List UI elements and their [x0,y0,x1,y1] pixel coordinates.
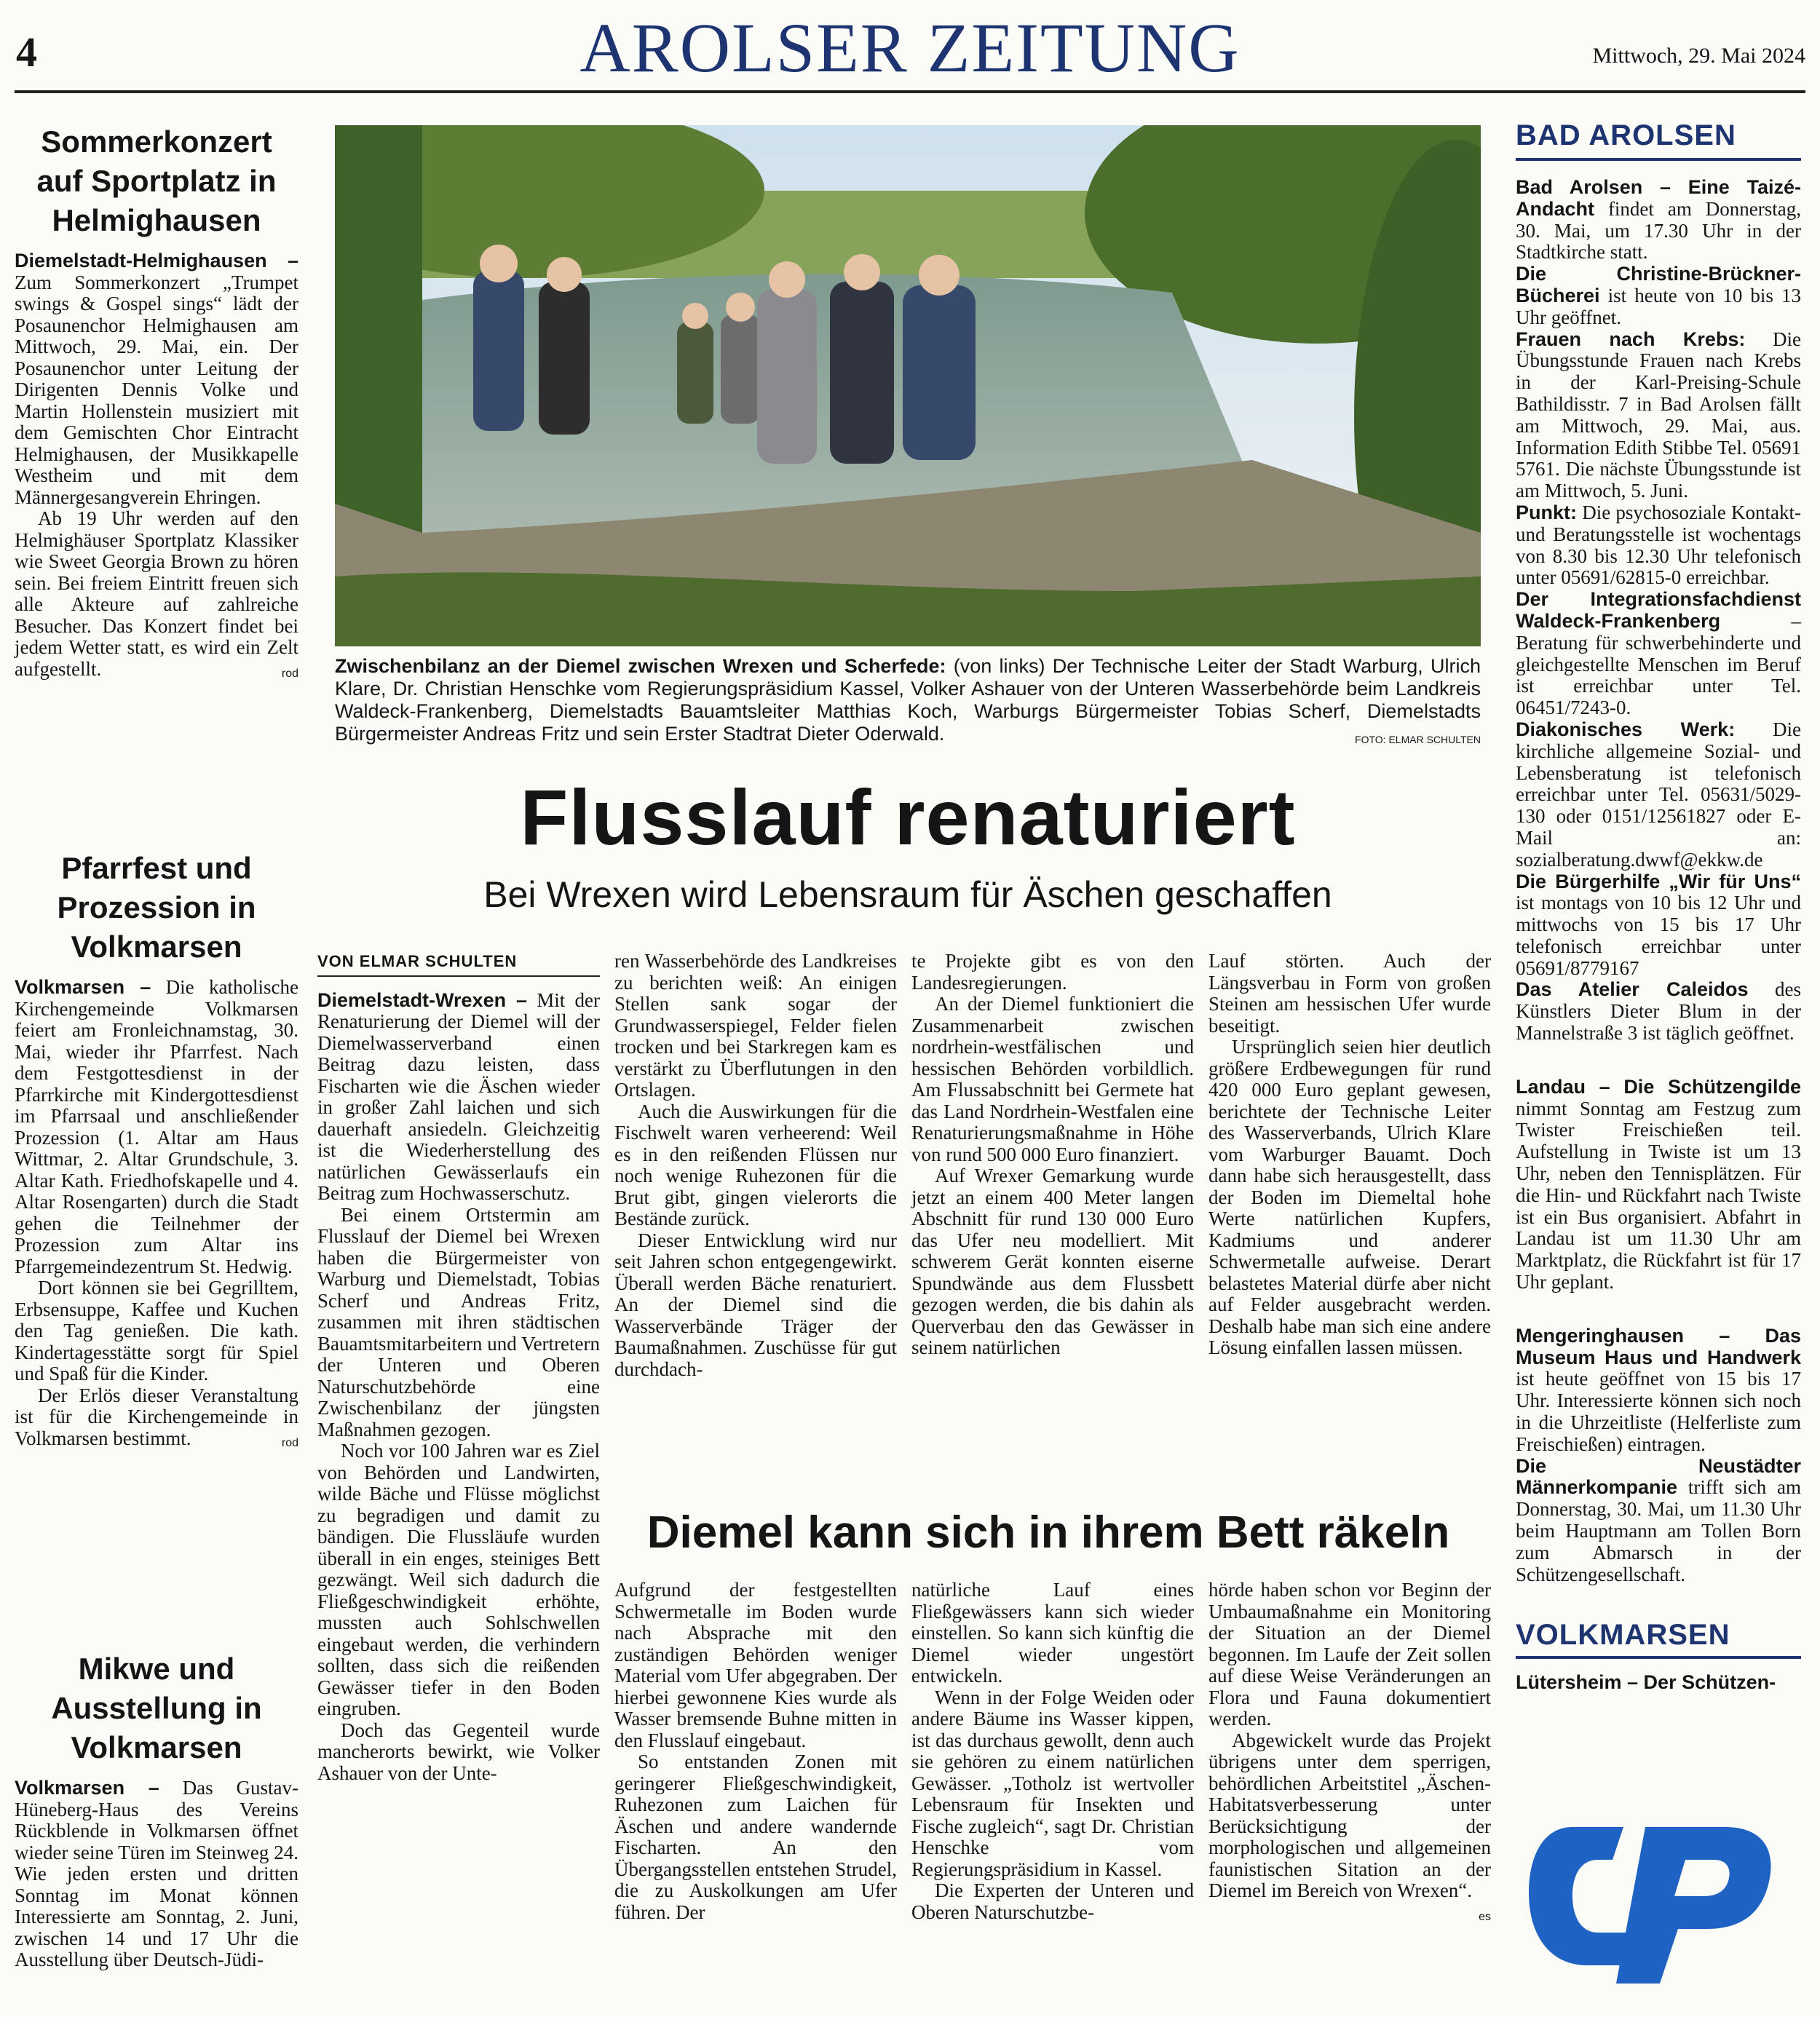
local-brief [1516,871,1801,980]
article-paragraph: Aufgrund der festgestellten Schwermetalle im Boden wurde nach Absprache mit den zuständigen Behörden weniger Material vom Ufer abgegraben. Der hierbei gewonnene Kies wurde als Wasser bremsende Buhne mitten in den Flusslauf eingebaut. [614,1579,897,1751]
caption-lead: Zwischenbilanz an der Diemel zwischen Wrexen und Scherfede: [335,655,946,677]
local-brief [1516,719,1801,871]
local-brief-text: nimmt Sonntag am Festzug zum Twister Freischießen teil. Aufstellung in Twiste ist um 13 Uhr, neben den Tennisplätzen. Für die Hin- und Rückfahrt nach Twiste ist ein Bus organisiert. Abfahrt in Landau ist um 11.30 Uhr am Marktplatz, die Rückfahrt ist für 17 Uhr geplant. [1516,1097,1801,1293]
article-paragraph: Bei einem Ortstermin am Flusslauf der Diemel bei Wrexen haben die Bürgermeister von Warburg und Diemelstadt, Tobias Scherf und Andreas Fritz, zusammen mit ihren städtischen Bauamtsmitarbeitern und Vertretern der Unteren und Oberen Naturschutzbehörde eine Zwischenbilanz der jüngsten Maßnahmen gezogen. [317,1203,600,1441]
brief-paragraph: Die katholische Kirchengemeinde Volkmarsen feiert am Fronleichnamstag, 30. Mai, wieder ihr Pfarrfest. Nach dem Festgottesdienst in der Pfarrkirche mit Kindergottesdienst im Pfarrsaal und anschließender Prozession (1. Altar am Haus Wittmar, 2. Altar Grundschule, 3. Altar Kath. Friedhofskapelle und 4. Altar Rosengarten) durch die Stadt gehen die Teilnehmer der Prozession zum Altar ins Pfarrgemeindezentrum St. Hedwig. [15,976,299,1277]
local-brief-lead: Lütersheim – Der Schützen- [1516,1671,1776,1694]
local-brief [1516,1672,1801,1694]
brief-dateline: Volkmarsen – [15,1777,159,1799]
local-brief [1516,329,1801,502]
article-dateline: Diemelstadt-Wrexen – [317,988,528,1011]
article-paragraph: Noch vor 100 Jahren war es Ziel von Behörden und Landwirten, wilde Bäche und Flüsse möglichst zu begradigen und damit zu bändigen. Die Flussläufe wurden überall in ein enges, steiniges Bett gezwängt. Weil sich dadurch die Fließgeschwindigkeit erhöhte, mussten auch Sohlschwellen eingebaut werden, die verhindern sollten, dass sich die reißenden Gewässer tiefer in den Boden eingruben. [317,1440,600,1719]
caption-text: (von links) Der Technische Leiter der Stadt Warburg, Ulrich Klare, Dr. Christian Henschke vom Regierungspräsidium Kassel, Volker Ashauer von der Unteren Wasserbehörde beim Landkreis Waldeck-Frankenberg, Diemelstadts Bauamtsleiter Matthias Koch, Warburgs Bürgermeister Tobias Scherf, Diemelstadts Bürgermeister Andreas Fritz und sein Erster Stadtrat Dieter Oderwald. [335,655,1481,745]
photo-credit: FOTO: ELMAR SCHULTEN [1355,734,1481,745]
article-paragraph: natürliche Lauf eines Fließgewässers kann sich wieder einstellen. So kann sich künftig die Diemel wieder ungestört entwickeln. [911,1579,1194,1687]
river-photo-illustration [335,125,1481,646]
article-paragraph: Auf Wrexer Gemarkung wurde jetzt an einem 400 Meter langen Abschnitt für rund 130 000 Euro das Ufer neu modelliert. Mit schwerem Gerät konnten eiserne Spundwände aus dem Flussbett gezogen werden, die bis dahin als Querverbau den das Gewässer in seinem natürlichen [911,1165,1194,1358]
article-paragraph: Wenn in der Folge Weiden oder andere Bäume ins Wasser kippen, ist das durchaus gewollt, denn auch sie gehören zu einem natürlichen Gewässer. „Totholz ist wertvoller Lebensraum für Insekten und Fische zugleich“, sagt Dr. Christian Henschke vom Regierungspräsidium in Kassel. [911,1686,1194,1880]
byline: VON ELMAR SCHULTEN [317,951,600,977]
local-brief [1516,177,1801,263]
local-brief-lead: Der Integrationsfachdienst Waldeck-Frankenberg [1516,588,1801,632]
brief-headline: Sommerkonzert auf Sportplatz in Helmighausen [36,124,277,237]
local-brief [1516,979,1801,1044]
local-brief-text: trifft sich am Donnerstag, 30. Mai, um 11.30 Uhr beim Hauptmann am Tollen Born zum Abmarsch in der Schützengesellschaft. [1516,1476,1801,1585]
brief-paragraph: Ab 19 Uhr werden auf den Helmighäuser Sportplatz Klassiker wie Sweet Georgia Brown zu hören sein. Bei freiem Eintritt freuen sich alle Akteure auf zahlreiche Besucher. Das Konzert findet bei jedem Wetter statt, es wird ein Zelt aufgestellt. [15,507,298,680]
article-column-4 [1208,951,1491,1359]
article-paragraph: Dieser Entwicklung wird nur seit Jahren schon entgegengewirkt. Überall werden Bäche renaturiert. An der Diemel sind die Wasserverbände Träger der Baumaßnahmen. Zuschüsse für gut durchdach- [614,1229,897,1380]
brief-headline: Mikwe und Ausstellung in Volkmarsen [51,1652,262,1764]
local-brief [1516,1077,1801,1293]
article-column-6 [911,1580,1194,1923]
photo-caption [335,655,1481,751]
masthead: AROLSER ZEITUNG [579,9,1241,87]
article-photo [335,125,1481,646]
brief-dateline: Volkmarsen – [15,976,151,998]
local-brief-text: ist heute von 10 bis 13 Uhr geöffnet. [1516,284,1801,328]
local-briefs-list [1516,1672,1801,1694]
local-brief [1516,502,1801,589]
local-brief-lead: Die Christine-Brückner-Bücherei [1516,263,1801,306]
local-brief [1516,263,1801,328]
brief-body [15,250,298,680]
local-brief-text: Die kirchliche allgemeine Sozial- und Lebensberatung ist telefonisch erreichbar unter Tel. 05631/5029-130 oder 0151/12561827 oder E-Mail an: sozialberatung.dwwf@ekkw.de [1516,718,1801,871]
brief-paragraph: Der Erlös dieser Veranstaltung ist für die Kirchengemeinde in Volkmarsen bestimmt. [15,1384,298,1449]
brief-mikwe [15,1649,298,1971]
article-paragraph: Auch die Auswirkungen für die Fischwelt waren verheerend: Weil es in den reißenden Flüssen nur noch wenige Ruhezonen für die Brut gibt, gingen vielerorts die Bestände zurück. [614,1100,897,1229]
local-brief [1516,589,1801,719]
local-brief-text: findet am Donnerstag, 30. Mai, um 17.30 Uhr in der Stadtkirche statt. [1516,197,1801,263]
section-title-volkmarsen: VOLKMARSEN [1516,1619,1801,1659]
local-brief-lead: Mengeringhausen – Das Museum Haus und Handwerk [1516,1324,1801,1368]
article-paragraph: ren Wasserbehörde des Landkreises zu berichten weiß: An einigen Stellen sank sogar der Grundwasserspiegel, Felder fielen trocken und bei Starkregen kam es verstärkt zu Überflutungen in den Ortslagen. [614,950,897,1101]
article-paragraph: hörde haben schon vor Beginn der Umbaumaßnahme ein Monitoring der Situation an der Diemel begonnen. Im Laufe der Zeit sollen auf diese Weise Veränderungen an Flora und Fauna dokumentiert werden. [1208,1579,1491,1729]
local-brief-text: ist montags von 10 bis 12 Uhr und mittwochs von 15 bis 17 Uhr telefonisch erreichbar unter 05691/8779167 [1516,892,1801,979]
local-brief-lead: Das Atelier Caleidos [1516,978,1749,1001]
local-briefs-column [1516,119,1801,1694]
article-interheadline: Diemel kann sich in ihrem Bett räkeln [646,1507,1450,1558]
main-headline: Flusslauf renaturiert [520,773,1296,861]
local-brief-lead: Die Neustädter Männerkompanie [1516,1454,1801,1499]
brief-paragraph: Dort können sie bei Gegrilltem, Erbsensuppe, Kaffee und Kuchen den Tag genießen. Die kath. Kindertagesstätte sorgt für Spiel und Spaß für die Kinder. [15,1277,298,1384]
brief-paragraph: Zum Sommerkonzert „Trumpet swings & Gospel sings“ lädt der Posaunenchor Helmighausen am Mittwoch, 29. Mai, ein. Der Posaunenchor unter Leitung der Dirigenten Dennis Volke und Martin Hollenstein musiziert mit dem Gemischten Chor Eintracht Helmighausen, der Musikkapelle Westheim und mit dem Männergesangverein Ehringen. [15,271,298,508]
issue-date: Mittwoch, 29. Mai 2024 [1592,44,1805,68]
local-brief-text: ist heute geöffnet von 15 bis 17 Uhr. Interessierte können sich noch in die Uhrzeitliste (Helferliste zum Freischießen) eintragen. [1516,1368,1801,1455]
local-brief [1516,1325,1801,1456]
main-subheadline: Bei Wrexen wird Lebensraum für Äschen geschaffen [483,874,1332,915]
article-column-3 [911,951,1194,1359]
section-title-bad-arolsen: BAD AROLSEN [1516,119,1801,161]
local-briefs-list [1516,177,1801,1045]
local-brief-text: des Künstlers Dieter Blum in der Mannelstraße 3 ist täglich geöffnet. [1516,978,1801,1045]
local-brief-lead: Diakonisches Werk: [1516,718,1736,740]
local-briefs-list [1516,1325,1801,1586]
brief-dateline: Diemelstadt-Helmighausen – [15,250,298,272]
brief-paragraph: Das Gustav-Hüneberg-Haus des Vereins Rückblende in Volkmarsen öffnet wieder seine Türen im Steinweg 24. Wie jeden ersten und dritten Sonntag im Monat können Interessierte am Sonntag, 2. Juni, zwischen 14 und 17 Uhr die Ausstellung über Deutsch-Jüdi- [15,1777,298,1970]
article-paragraph: Abgewickelt wurde das Projekt übrigens unter dem sperrigen, behördlichen Arbeitstitel „Äschen-Habitatsverbesserung unter Berücksichtigung der morphologischen und allgemeinen faunistischen Sitation an der Diemel im Bereich von Wrexen“. [1208,1729,1491,1901]
article-column-2 [614,951,897,1380]
article-paragraph: te Projekte gibt es von den Landesregierungen. [911,950,1194,994]
article-paragraph: Lauf störten. Auch der Längsverbau in Form von großen Steinen am hessischen Ufer wurde beseitigt. [1208,950,1491,1037]
local-brief [1516,1456,1801,1586]
article-column-7 [1208,1580,1491,1927]
article-paragraph: Ursprünglich seien hier deutlich größere Erdbewegungen für rund 420 000 Euro geplant gewesen, berichtete der Technische Leiter des Wasserverbands, Ulrich Klare vom Warburger Bauamt. Doch dann habe sich herausgestellt, dass der Boden im Diemeltal hohe Werte natürlichen Kupfers, Kadmiums und anderer Schwermetalle aufweise. Derart belastetes Material dürfe aber nicht auf Felder ausgebracht werden. Deshalb habe man sich eine andere Lösung einfallen lassen müssen. [1208,1036,1491,1358]
article-paragraph: Mit der Renaturierung der Diemel will der Diemelwasserverband einen Beitrag dazu leisten, dass Fischarten wie die Äschen wieder in großer Zahl laichen und sich dauerhaft ansiedeln. Gleichzeitig ist die Wiederherstellung des natürlichen Gewässerlaufs ein Beitrag zum Hochwasserschutz. [317,988,600,1204]
article-paragraph: Die Experten der Unteren und Oberen Naturschutzbe- [911,1879,1194,1923]
local-briefs-list [1516,1077,1801,1293]
local-brief-text: Die Übungsstunde Frauen nach Krebs in der Karl-Preising-Schule Bathildisstr. 7 in Bad Arolsen fällt am Mittwoch, 29. Mai, aus. Information Edith Stibbe Tel. 05691 5761. Die nächste Übungsstunde ist am Mittwoch, 5. Juni. [1516,328,1802,502]
article-paragraph: Doch das Gegenteil wurde mancherorts bewirkt, wie Volker Ashauer von der Unte- [317,1719,600,1784]
author-sig: rod [281,667,298,680]
header-rule [15,90,1805,93]
article-column-5 [614,1580,897,1923]
local-brief-lead: Landau – Die Schützengilde [1516,1075,1801,1098]
author-sig: rod [281,1436,298,1449]
article-paragraph: An der Diemel funktioniert die Zusammenarbeit zwischen nordrhein-westfälischen und hessischen Behörden vorbildlich. Am Flussabschnitt bei Germete hat das Land Nordrhein-Westfalen eine Renaturierungsmaßnahme in Höhe von rund 500 000 Euro finanziert. [911,993,1194,1165]
brief-pfarrfest [15,849,298,1454]
local-brief-text: – Beratung für schwerbehinderte und gleichgestellte Menschen im Beruf ist erreichbar unter Tel. 06451/7243-0. [1516,609,1801,719]
cp-logo-icon [1529,1812,1776,1987]
cp-logo [1529,1812,1776,1987]
local-brief-lead: Bad Arolsen – Eine Taizé-Andacht [1516,176,1801,220]
brief-body [15,977,298,1449]
local-brief-text: Die psychosoziale Kontakt- und Beratungsstelle ist wochentags von 8.30 bis 12.30 Uhr telefonisch unter 05691/62815-0 erreichbar. [1516,501,1801,589]
author-sig: es [1479,1910,1491,1923]
brief-body [15,1778,298,1971]
local-brief-lead: Frauen nach Krebs: [1516,328,1746,350]
local-brief-lead: Die Bürgerhilfe „Wir für Uns“ [1516,870,1801,892]
article-paragraph: So entstanden Zonen mit geringerer Fließgeschwindigkeit, Ruhezonen zum Laichen für Äschen und andere wandernde Fischarten. An den Übergangsstellen entstehen Strudel, die zu Auskolkungen am Ufer führen. Der [614,1751,897,1923]
local-brief-lead: Punkt: [1516,501,1577,523]
article-column-1 [317,951,600,1784]
brief-sommerkonzert [15,122,298,684]
page-number: 4 [16,28,37,76]
brief-headline: Pfarrfest und Prozession in Volkmarsen [57,851,256,964]
